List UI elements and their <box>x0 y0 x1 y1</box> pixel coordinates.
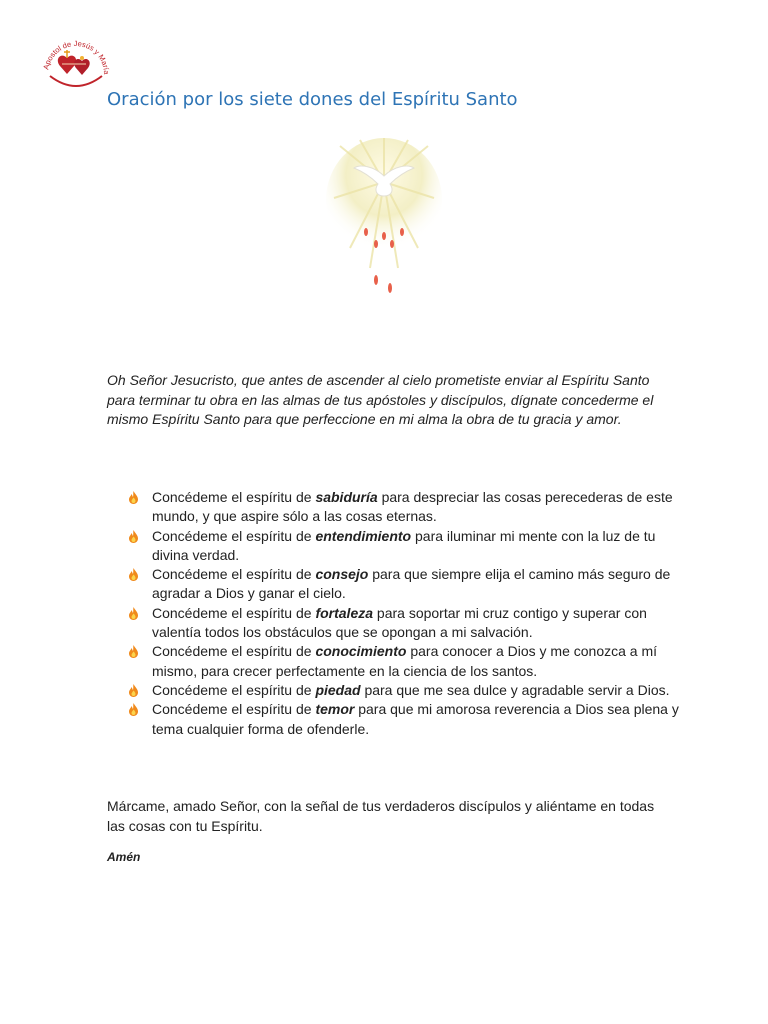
gift-prefix: Concédeme el espíritu de <box>152 566 316 583</box>
gift-prefix: Concédeme el espíritu de <box>152 701 316 718</box>
flame-icon <box>128 703 139 716</box>
gift-name: fortaleza <box>315 604 374 621</box>
gift-prefix: Concédeme el espíritu de <box>152 604 316 621</box>
gift-name: sabiduría <box>315 489 378 505</box>
gift-prefix: Concédeme el espíritu de <box>152 681 316 698</box>
gifts-list <box>128 488 688 739</box>
apostol-logo <box>40 36 112 90</box>
logo-text: Apostol de Jesús y María <box>41 38 112 75</box>
gift-suffix: para que siempre elija el camino más seguro de agradar a Dios y ganar el cielo. <box>152 566 671 602</box>
amen-text: Amén <box>107 850 141 864</box>
gift-suffix: para soportar mi cruz contigo y superar con valentía todos los obstáculos que se opongan a mi salvación. <box>152 604 647 641</box>
flame-icon <box>128 645 139 658</box>
gift-name: conocimiento <box>315 643 407 660</box>
flame-icon <box>128 607 139 620</box>
gift-prefix: Concédeme el espíritu de <box>152 643 316 660</box>
gift-suffix: para despreciar las cosas perecederas de este mundo, y que aspire sólo a las cosas eternas. <box>152 489 673 525</box>
list-item <box>128 642 688 681</box>
flame-icon <box>128 530 139 543</box>
list-item <box>128 604 688 643</box>
gift-suffix: para que me sea dulce y agradable servir a Dios. <box>360 681 670 698</box>
gift-name: consejo <box>315 566 369 583</box>
gift-name: temor <box>315 701 355 718</box>
sacred-heart-icon <box>58 56 76 74</box>
gift-suffix: para iluminar mi mente con la luz de tu divina verdad. <box>152 527 656 563</box>
svg-text:Apostol de Jesús y María <box>41 39 111 75</box>
list-item <box>128 700 688 739</box>
list-item <box>128 488 688 527</box>
flame-icon <box>128 568 139 581</box>
immaculate-heart-icon <box>74 59 89 75</box>
page-title: Oración por los siete dones del Espíritu Santo <box>107 89 518 110</box>
gift-suffix: para que mi amorosa reverencia a Dios sea plena y tema cualquier forma de ofenderle. <box>152 701 679 737</box>
gift-prefix: Concédeme el espíritu de <box>152 489 316 505</box>
gift-prefix: Concédeme el espíritu de <box>152 527 316 544</box>
intro-paragraph: Oh Señor Jesucristo, que antes de ascender al cielo prometiste enviar al Espíritu Santo para terminar tu obra en las almas de tus apóstoles y discípulos, dígnate concederme el mismo Espíritu Santo para que perfeccione en mi alma la obra de tu gracia y amor. <box>107 372 654 427</box>
flame-icon <box>128 684 139 697</box>
list-item <box>128 527 688 566</box>
holy-spirit-dove-illustration <box>320 138 448 316</box>
list-item <box>128 565 688 604</box>
gift-name: entendimiento <box>315 527 412 544</box>
gift-name: piedad <box>315 681 361 698</box>
closing-paragraph: Márcame, amado Señor, con la señal de tus verdaderos discípulos y aliéntame en todas las cosas con tu Espíritu. <box>107 798 655 834</box>
gift-suffix: para conocer a Dios y me conozca a mí mismo, para crecer perfectamente en la ciencia de los santos. <box>152 643 658 679</box>
list-item <box>128 681 688 700</box>
flame-icon <box>128 491 139 504</box>
